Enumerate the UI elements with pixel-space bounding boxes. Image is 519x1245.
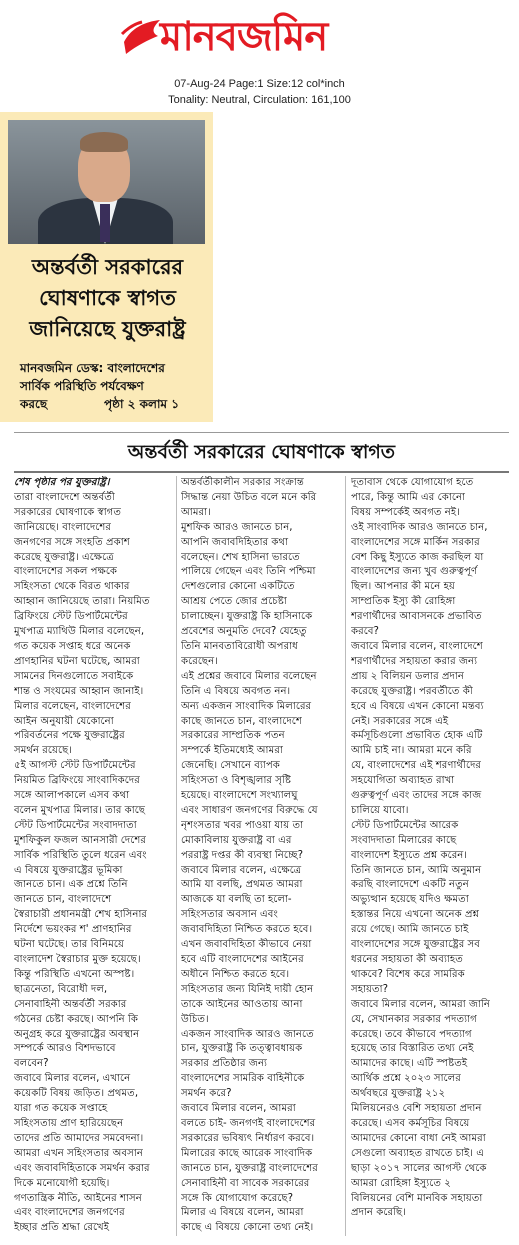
article-text-line: করেছেন। xyxy=(181,655,218,667)
article-text-line: এবং জবাবদিহিতাকে সমর্থন করার xyxy=(14,1162,150,1174)
article-text-line: সমর্থন করে? xyxy=(181,1088,232,1100)
article-text-line: সহায়তা? xyxy=(351,983,389,995)
article-text-line: কয়েকটি বিষয় জড়িত। প্রথমত, xyxy=(14,1088,139,1100)
article-text-line: সেগুলো অব্যাহত রাখতে চাই। এ xyxy=(351,1147,485,1159)
article-text-line: বলতে চাই- জনগণই বাংলাদেশের xyxy=(181,1117,316,1129)
article-column-3 xyxy=(351,476,507,1221)
article-text-line: গুরুত্বপূর্ণ এবং তাদের সঙ্গে কাজ xyxy=(351,790,482,802)
article-text-line: সহিংসতায় প্রাণ হারিয়েছেন xyxy=(14,1117,124,1129)
article-text-line: থাকবে? বিশেষ করে সামরিক xyxy=(351,968,465,980)
article-text-line: আইন অনুযায়ী যেকোনো xyxy=(14,715,114,727)
article-text-line: কর্মসূচিগুলো প্রভাবিত হোক এটি xyxy=(351,730,483,742)
article-text-line: এবং বাংলাদেশের জনগণের xyxy=(14,1207,125,1219)
article-text-line: অনুগ্রহ করে যুক্তরাষ্ট্রের অবস্থান xyxy=(14,1028,140,1040)
article-text-line: চালাচ্ছেন। যুক্তরাষ্ট্র কি হাসিনাকে xyxy=(181,611,313,623)
article-text-line: মিলিয়নেরও বেশি সহায়তা প্রদান xyxy=(351,1103,482,1115)
article-text-line: জবাবে মিলার বলেন, এক্ষেত্রে xyxy=(181,864,302,876)
article-text-line: তাদের প্রতি আমাদের সমবেদনা। xyxy=(14,1132,144,1144)
article-text-line: মিলার বলেছেন, বাংলাদেশের xyxy=(14,700,131,712)
article-text-line: যারা গত কয়েক সপ্তাহে xyxy=(14,1103,108,1115)
article-text-line: নেই। সরকারের সঙ্গে এই xyxy=(351,715,449,727)
article-text-line: প্রায় ২ বিলিয়ন ডলার প্রদান xyxy=(351,670,464,682)
article-text-line: আমাদের কোনো বাধা নেই আমরা xyxy=(351,1132,486,1144)
article-text-line: সার্বিক পরিস্থিতি তুলে ধরেন এবং xyxy=(14,849,147,861)
article-text-line: জানতে চান। এক প্রশ্নে তিনি xyxy=(14,879,128,891)
article-text-line: তিনি জানতে চান, আমি অনুমান xyxy=(351,864,482,876)
article-text-line: করবে? xyxy=(351,626,379,638)
article-text-line: দূতাবাস থেকে যোগাযোগ হতে xyxy=(351,477,474,488)
article-text-line: আমরা। xyxy=(181,506,211,518)
masthead xyxy=(0,0,519,106)
article-text-line: দিকে মনোযোগী হয়েছি। xyxy=(14,1177,110,1189)
article-text-line: আমি চাই না। আমরা মনে করি xyxy=(351,745,472,757)
headline-line: জানিয়েছে যুক্তরাষ্ট্র xyxy=(29,317,186,341)
article-text-line: মুশফিক আরও জানতে চান, xyxy=(181,521,293,533)
article-text-line: প্রাণহানির ঘটনা ঘটেছে, আমরা xyxy=(14,655,140,667)
article-text-line: মিলারের কাছে আরেক সাংবাদিক xyxy=(181,1147,313,1159)
page-reference: পৃষ্ঠা ২ কলাম ১ xyxy=(104,397,180,411)
article-text-line: তারা বাংলাদেশে অন্তর্বর্তী xyxy=(14,491,115,503)
article-text-line: কিন্তু পরিস্থিতি এখনো অস্পষ্ট। xyxy=(14,968,135,980)
article-text-line: এবং সাধারণ জনগণের বিরুদ্ধে যে xyxy=(181,804,318,816)
article-text-line: স্টেট ডিপার্টমেন্টের আরেক xyxy=(351,819,459,831)
article-text-line: সম্পর্কে ইতিমধ্যেই আমরা xyxy=(181,745,283,757)
article-text-line: চালিয়ে যাবো। xyxy=(351,804,409,816)
article-text-line: সহিংসতার জন্য যিনিই দায়ী হোন xyxy=(181,983,314,995)
article-text-line: নির্দেশে ভয়ংকর শ' প্রাণহানির xyxy=(14,924,132,936)
article-text-line: আমরা এখন সহিংসতার অবসান xyxy=(14,1147,143,1159)
article-text-line: অন্তর্বর্তীকালীন সরকার সংক্রান্ত xyxy=(181,477,304,488)
article-text-line: জানতে চান, বাংলাদেশে xyxy=(14,894,112,906)
spokesperson-photo xyxy=(8,120,205,244)
article-text-line: শরণার্থীদের আবাসনকে প্রভাবিত xyxy=(351,611,482,623)
article-text-line: সাম্প্রতিক ইস্যু কী রোহিঙ্গা xyxy=(351,596,456,608)
article-text-line: আমরা রোহিঙ্গা ইস্যুতে ২ xyxy=(351,1177,451,1189)
article-text-line: অন্য একজন সাংবাদিক মিলারের xyxy=(181,700,312,712)
article-text-line: সিদ্ধান্ত নেয়া উচিত বলে মনে করি xyxy=(181,491,317,503)
article-text-line: জেনেছি। সেখানে ব্যাপক xyxy=(181,760,280,772)
article-text-line: সরকার প্রতিষ্ঠার জন্য xyxy=(181,1058,268,1070)
article-text-line: উচিত। xyxy=(181,1013,209,1025)
article-text-line: সেনাবাহিনী অন্তর্বর্তী সরকার xyxy=(14,998,127,1010)
article-text-line: করছি বাংলাদেশে একটি নতুন xyxy=(351,879,469,891)
teaser-text-line: সার্বিক পরিস্থিতি পর্যবেক্ষণ xyxy=(20,379,144,393)
article-text-line: বাংলাদেশের সকল পক্ষকে xyxy=(14,566,118,578)
article-text-line: ছাত্রনেতা, বিরোধী দল, xyxy=(14,983,108,995)
article-text-line: সরকারের ভবিষ্যৎ নির্ধারণ করবে। xyxy=(181,1132,315,1144)
article-text-line: বলবেন? xyxy=(14,1058,49,1070)
article-text-line: মুখপাত্র ম্যাথিউ মিলার বলেছেন, xyxy=(14,626,145,638)
headline-line: অন্তর্বর্তী সরকারের xyxy=(31,255,184,279)
article-text-line: পররাষ্ট্র দপ্তর কী ব্যবস্থা নিচ্ছে? xyxy=(181,849,304,861)
article-text-line: বাংলাদেশের জন্য খুব গুরুত্বপূর্ণ xyxy=(351,566,478,578)
article-text-line: বাংলাদেশের সঙ্গে যুক্তরাষ্ট্রের সব xyxy=(351,939,480,951)
front-page-teaser xyxy=(0,112,213,422)
article-text-line: সমর্থন রয়েছে। xyxy=(14,745,72,757)
article-text-line: তিনি এ বিষয়ে অবগত নন। xyxy=(181,685,291,697)
article-text-line: হস্তান্তর নিয়ে এখনো অনেক প্রশ্ন xyxy=(351,909,480,921)
article-text-line: মোকাবিলায় যুক্তরাষ্ট্র বা এর xyxy=(181,834,292,846)
article-text-line: শান্ত ও সংযমের আহ্বান জানাই। xyxy=(14,685,144,697)
article-text-line: মুশফিকুল ফজল আনসারী দেশের xyxy=(14,834,147,846)
article-text-line: আপনি জবাবদিহিতার কথা xyxy=(181,536,289,548)
newspaper-logo: মানবজমিন xyxy=(160,14,328,60)
article-text-line: বিষয় সম্পর্কেই অবগত নই। xyxy=(351,506,460,518)
article-text-line: প্রদান করেছি। xyxy=(351,1207,406,1219)
article-text-line: সহযোগিতা অব্যাহত রাখা xyxy=(351,775,455,787)
article-text-line: চান, যুক্তরাষ্ট্র কি তত্ত্বাবধায়ক xyxy=(181,1043,303,1055)
article-text-line: কাছে এ বিষয়ে কোনো তথ্য নেই। xyxy=(181,1222,314,1234)
article-text-line: বেশ কিছু ইস্যুতে কাজ করছিল যা xyxy=(351,551,484,563)
article-text-line: সঙ্গে আলাপকালে এসব কথা xyxy=(14,790,130,802)
article-text-line: প্রবেশের অনুমতি দেবে? যেহেতু xyxy=(181,626,307,638)
article-text-line: গঠনের চেষ্টা করছে। আপনি কি xyxy=(14,1013,139,1025)
article-text-line: গণতান্ত্রিক নীতি, আইনের শাসন xyxy=(14,1192,142,1204)
article-text-line: বাংলাদেশের সঙ্গে মার্কিন সরকার xyxy=(351,536,480,548)
article-text-line: জবাবে মিলার বলেন, আমরা xyxy=(181,1103,296,1115)
clipping-meta-tonality: Tonality: Neutral, Circulation: 161,100 xyxy=(168,94,351,106)
article-text-line: মিলার এ বিষয়ে বলেন, আমরা xyxy=(181,1207,304,1219)
article-text-line: অধীনে নিশ্চিত করতে হবে। xyxy=(181,968,290,980)
article-text-line: জানতে চান, যুক্তরাষ্ট্র বাংলাদেশের xyxy=(181,1162,318,1174)
article-text-line: বলেছেন। শেখ হাসিনা ভারতে xyxy=(181,551,300,563)
article-text-line: আমাদের কাছে। এটি স্পষ্টতই xyxy=(351,1058,468,1070)
article-text-line: করেছে। এসব কর্মসূচির বিষয়ে xyxy=(351,1117,470,1129)
article-text-line: হয়েছে তার বিস্তারিত তথ্য নেই xyxy=(351,1043,474,1055)
article-text-line: তিনি মানবতাবিরোধী অপরাধ xyxy=(181,640,298,652)
article-text-line: করেছে যুক্তরাষ্ট্র। পরবর্তীতে কী xyxy=(351,685,473,697)
article-text-line: বাংলাদেশ স্বৈরাচার মুক্ত হয়েছে। xyxy=(14,954,141,965)
article-text-line: সহিংসতা থেকে বিরত থাকার xyxy=(14,581,130,593)
article-text-line: ধরনের সহায়তা কী অব্যাহত xyxy=(351,954,463,965)
article-text-line: সংবাদদাতা মিলারের কাছে xyxy=(351,834,457,846)
article-text-line: সেনাবাহিনী বা সাবেক সরকারের xyxy=(181,1177,310,1189)
article-text-line: পালিয়ে গেছেন এবং তিনি পশ্চিমা xyxy=(181,566,316,578)
article-text-line: সরকারের ঘোষণাকে স্বাগত xyxy=(14,506,122,518)
article-text-line: যে, সেখানকার সরকার পদত্যাগ xyxy=(351,1013,477,1025)
article-text-line: জবাবদিহিতা নিশ্চিত করতে হবে। xyxy=(181,924,313,936)
column-divider xyxy=(176,476,177,1236)
article-text-line: স্বৈরাচারী প্রধানমন্ত্রী শেখ হাসিনার xyxy=(14,909,147,921)
article-text-line: সামনের দিনগুলোতে সবাইকে xyxy=(14,670,134,682)
article-text-line: পারে, কিন্তু আমি এর কোনো xyxy=(351,491,465,503)
article-text-line: দেশগুলোর কোনো একটিতে xyxy=(181,581,295,593)
article-text-line: জবাবে মিলার বলেন, আমরা জানি xyxy=(351,998,491,1010)
article-text-line: বাংলাদেশের সামরিক বাহিনীকে xyxy=(181,1073,305,1085)
article-text-line: অর্থবছরে যুক্তরাষ্ট্র ২১২ xyxy=(351,1088,446,1100)
article-text-line: জবাবে মিলার বলেন, বাংলাদেশে xyxy=(351,640,483,652)
article-text-line: তাকে আইনের আওতায় আনা xyxy=(181,998,303,1010)
clipping-meta-date: 07-Aug-24 Page:1 Size:12 col*inch xyxy=(174,78,345,90)
article-text-line: কাছে জানতে চান, বাংলাদেশে xyxy=(181,715,302,727)
teaser-headline xyxy=(10,252,205,345)
article-text-line: ইচ্ছার প্রতি শ্রদ্ধা রেখেই xyxy=(14,1222,110,1234)
article-text-line: ছাড়া ২০১৭ সালের আগস্ট থেকে xyxy=(351,1162,487,1174)
article-text-line: ছিল। আপনার কী মনে হয় xyxy=(351,581,455,593)
teaser-text-end: করছে xyxy=(20,397,48,411)
article-text-line: সঙ্গে কি যোগাযোগ করেছে? xyxy=(181,1192,294,1204)
article-column-2 xyxy=(181,476,341,1236)
article-text-line: ব্রিফিংয়ে স্টেট ডিপার্টমেন্টের xyxy=(14,611,128,623)
article-text-line: রয়ে গেছে। আমি জানতে চাই xyxy=(351,924,469,936)
teaser-text-line: মানবজমিন ডেস্ক: বাংলাদেশের xyxy=(20,361,165,375)
article-text-line: ৫ই আগস্ট স্টেট ডিপার্টমেন্টের xyxy=(14,760,136,772)
article-text-line: সম্পর্কে আরও বিশদভাবে xyxy=(14,1043,116,1055)
article-text-line: করেছে যুক্তরাষ্ট্র। এক্ষেত্রে xyxy=(14,551,114,563)
article-text-line: এখন জবাবদিহিতা কীভাবে নেয়া xyxy=(181,939,312,951)
article-text-line: হবে এ বিষয়ে এখন কোনো মন্তব্য xyxy=(351,700,484,712)
article-text-line: সরকারের সাম্প্রতিক পতন xyxy=(181,730,285,742)
article-text-line: আহ্বান জানিয়েছে তারা। নিয়মিত xyxy=(14,596,150,608)
article-text-line: একজন সাংবাদিক আরও জানতে xyxy=(181,1028,314,1040)
article-text-line: হয়েছে। বাংলাদেশে সংখ্যালঘু xyxy=(181,790,298,802)
article-text-line: বিলিয়নের বেশি মানবিক সহায়তা xyxy=(351,1192,483,1204)
article-text-line: আজকে যা বলছি তা হলো- xyxy=(181,894,292,906)
article-column-1 xyxy=(14,476,174,1236)
article-text-line: শেষ পৃষ্ঠার পর যুক্তরাষ্ট্র। xyxy=(14,477,110,488)
article-text-line: স্টেট ডিপার্টমেন্টের সংবাদদাতা xyxy=(14,819,137,831)
article-text-line: বলেন মুখপাত্র মিলার। তার কাছে xyxy=(14,804,146,816)
article-text-line: সহিংসতার অবসান এবং xyxy=(181,909,278,921)
article-text-line: আর্থিক প্রশ্নে ২০২৩ সালের xyxy=(351,1073,461,1085)
article-text-line: ঘটনা ঘটেছে। তার বিনিময়ে xyxy=(14,939,124,951)
article-text-line: অভ্যুত্থান হয়েছে যদিও ক্ষমতা xyxy=(351,894,469,906)
article-text-line: আমি যা বলছি, প্রথমত আমরা xyxy=(181,879,303,891)
article-title: অন্তর্বর্তী সরকারের ঘোষণাকে স্বাগত xyxy=(14,432,509,473)
article-text-line: নৃশংসতার খবর পাওয়া যায় তা xyxy=(181,819,304,831)
article-text-line: ওই সাংবাদিক আরও জানতে চান, xyxy=(351,521,488,533)
article-text-line: জানিয়েছে। বাংলাদেশের xyxy=(14,521,112,533)
article-text-line: সহিংসতা ও বিশৃঙ্খলার সৃষ্টি xyxy=(181,775,292,787)
article-text-line: জনগণের সঙ্গে সংহতি প্রকাশ xyxy=(14,536,130,548)
headline-line: ঘোষণাকে স্বাগত xyxy=(39,286,176,310)
article-text-line: শরণার্থীদের সহায়তা করার জন্য xyxy=(351,655,478,667)
article-text-line: বাংলাদেশ ইস্যুতে প্রশ্ন করেন। xyxy=(351,849,468,861)
teaser-text-line xyxy=(20,396,208,412)
column-divider xyxy=(345,476,346,1236)
article-text-line: এ বিষয়ে যুক্তরাষ্ট্রের ভূমিকা xyxy=(14,864,123,876)
article-text-line: হবে এটি বাংলাদেশের আইনের xyxy=(181,954,304,965)
article-text-line: নিয়মিত ব্রিফিংয়ে সাংবাদিকদের xyxy=(14,775,140,787)
article-text-line: করেছে। তবে কীভাবে পদত্যাগ xyxy=(351,1028,472,1040)
article-text-line: জবাবে মিলার বলেন, এখানে xyxy=(14,1073,131,1085)
article-text-line: গত কয়েক সপ্তাহ ধরে অনেক xyxy=(14,640,131,652)
article-text-line: যে, বাংলাদেশের এই শরণার্থীদের xyxy=(351,760,482,772)
article-text-line: এই প্রশ্নের জবাবে মিলার বলেছেন xyxy=(181,670,317,682)
article-text-line: পরিবর্তনের পক্ষে যুক্তরাষ্ট্রের xyxy=(14,730,125,742)
article-text-line: আশ্রয় পেতে জোর প্রচেষ্টা xyxy=(181,596,287,608)
